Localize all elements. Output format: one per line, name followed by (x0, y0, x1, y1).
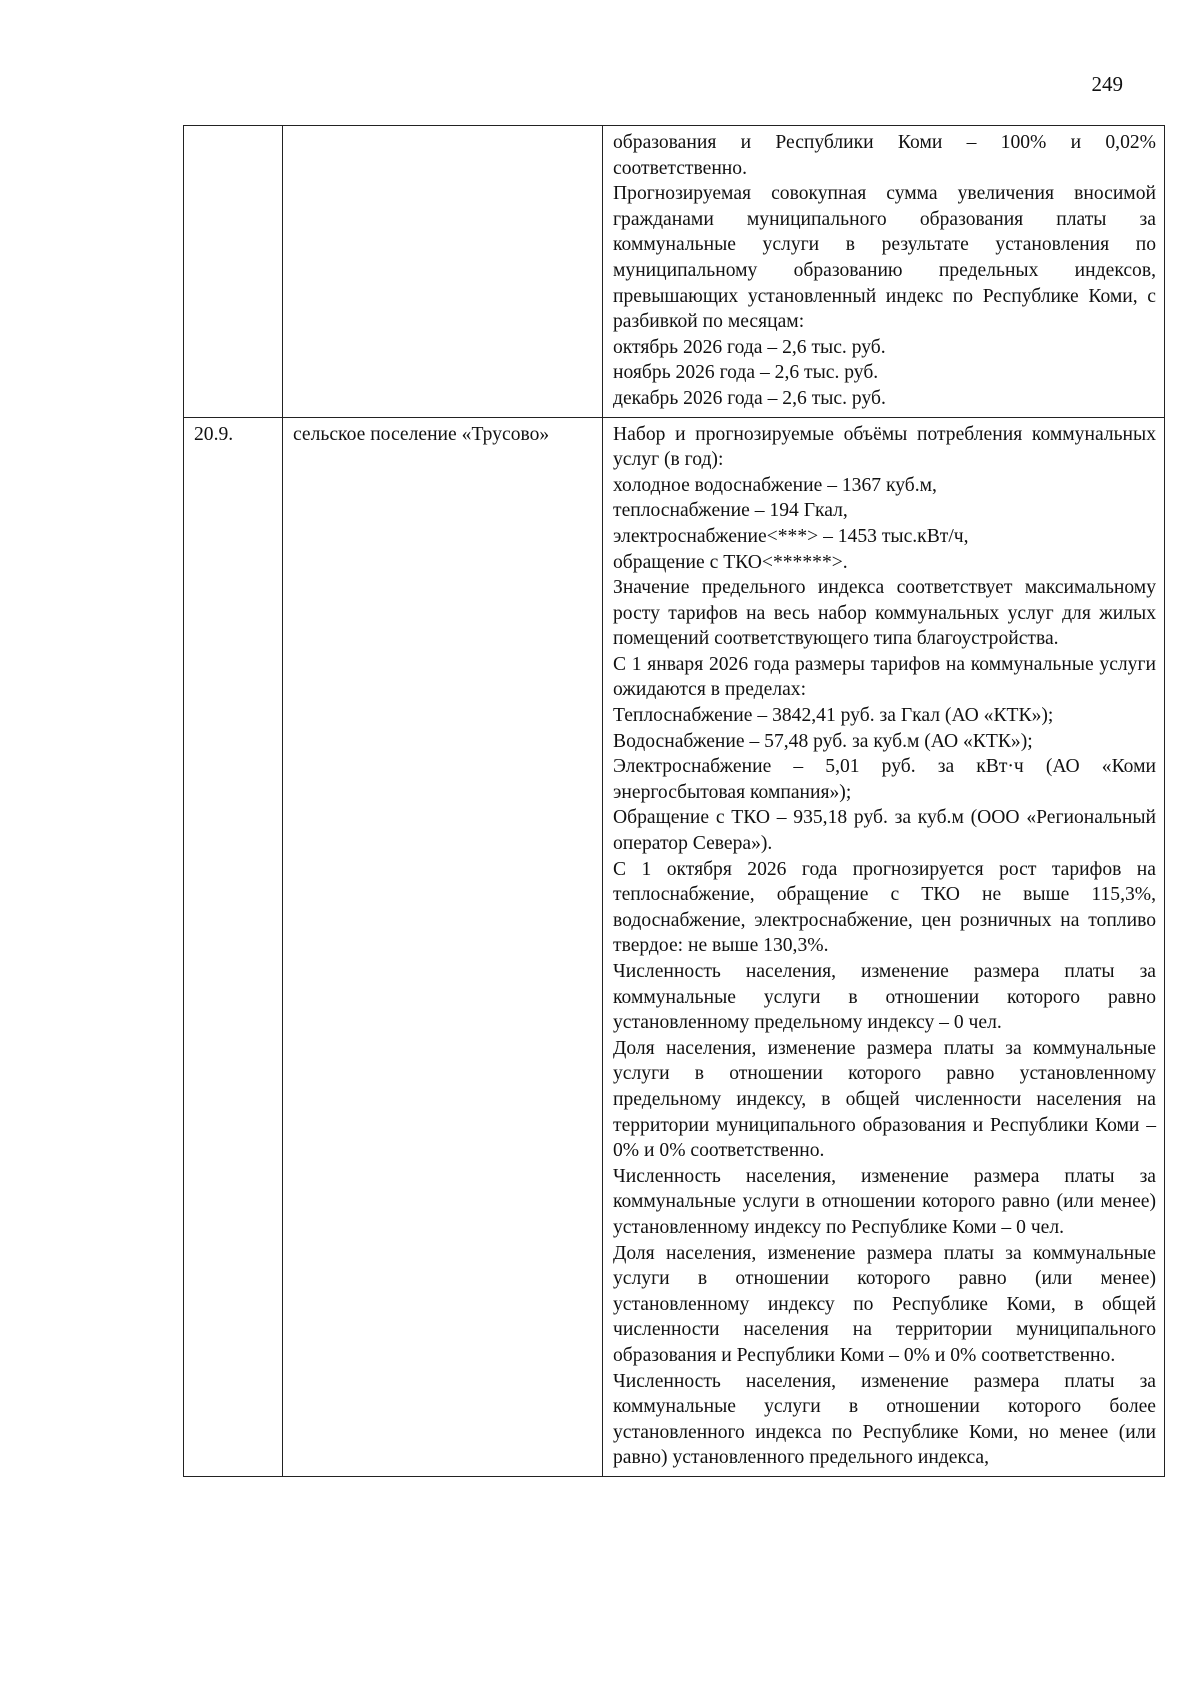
paragraph: Электроснабжение – 5,01 руб. за кВт·ч (АО «Коми энергосбытовая компания»); (613, 756, 1156, 803)
paragraph: обращение с ТКО<******>. (613, 551, 848, 573)
row-number-cell: 20.9. (184, 417, 283, 1476)
table-row-20-9 (184, 417, 1165, 1476)
paragraph: теплоснабжение – 194 Гкал, (613, 500, 848, 522)
paragraph: Численность населения, изменение размера платы за коммунальные услуги в отношении которого равно (или менее) установленному индексу по Республике Коми – 0 чел. (613, 1165, 1156, 1238)
paragraph: Значение предельного индекса соответствует максимальному росту тарифов на весь набор коммунальных услуг для жилых помещений соответствующего типа благоустройства. (613, 577, 1156, 650)
paragraph: ноябрь 2026 года – 2,6 тыс. руб. (613, 362, 879, 384)
settlements-table (183, 125, 1165, 1477)
paragraph: октябрь 2026 года – 2,6 тыс. руб. (613, 336, 886, 358)
page-number: 249 (1091, 72, 1123, 96)
paragraph: Набор и прогнозируемые объёмы потребления коммунальных услуг (в год): (613, 423, 1156, 471)
paragraph: Численность населения, изменение размера платы за коммунальные услуги в отношении которого равно установленному предельному индексу – 0 чел. (613, 961, 1156, 1034)
paragraph: Теплоснабжение – 3842,41 руб. за Гкал (АО «КТК»); (613, 705, 1054, 727)
paragraph: Прогнозируемая совокупная сумма увеличения вносимой гражданами муниципального образования платы за коммунальные услуги в результате установления по муниципальному образованию предельных индексов, превышающих установленный индекс по Республике Коми, с разбивкой по месяцам: (613, 183, 1156, 333)
settlement-name-cell: сельское поселение «Трусово» (283, 417, 603, 1476)
paragraph: Водоснабжение – 57,48 руб. за куб.м (АО «КТК»); (613, 730, 1033, 752)
paragraph: С 1 января 2026 года размеры тарифов на коммунальные услуги ожидаются в пределах: (613, 653, 1156, 701)
description-cell (603, 126, 1165, 418)
paragraph: образования и Республики Коми – 100% и 0,02% соответственно. (613, 132, 1156, 179)
paragraph: холодное водоснабжение – 1367 куб.м, (613, 474, 937, 496)
row-number-cell (184, 126, 283, 418)
paragraph: Доля населения, изменение размера платы за коммунальные услуги в отношении которого равно установленному предельному индексу, в общей численности населения на территории муниципального образования и Республики Коми – 0% и 0% соответственно. (613, 1037, 1156, 1162)
paragraph: электроснабжение<***> – 1453 тыс.кВт/ч, (613, 525, 969, 547)
paragraph: Численность населения, изменение размера платы за коммунальные услуги в отношении которого более установленного индекса по Республике Коми, но менее (или равно) установленного предельного индекса, (613, 1370, 1156, 1469)
paragraph: декабрь 2026 года – 2,6 тыс. руб. (613, 387, 886, 409)
paragraph: Обращение с ТКО – 935,18 руб. за куб.м (ООО «Региональный оператор Севера»). (613, 807, 1156, 855)
settlement-name-cell (283, 126, 603, 418)
description-cell (603, 417, 1165, 1476)
paragraph: С 1 октября 2026 года прогнозируется рост тарифов на теплоснабжение, обращение с ТКО не выше 115,3%, водоснабжение, электроснабжение, цен розничных на топливо твердое: не выше 130,3%. (613, 858, 1156, 957)
paragraph: Доля населения, изменение размера платы за коммунальные услуги в отношении которого равно (или менее) установленному индексу по Республике Коми, в общей численности населения на территории муниципального образования и Республики Коми – 0% и 0% соответственно. (613, 1242, 1156, 1366)
table-row-continuation (184, 126, 1165, 418)
